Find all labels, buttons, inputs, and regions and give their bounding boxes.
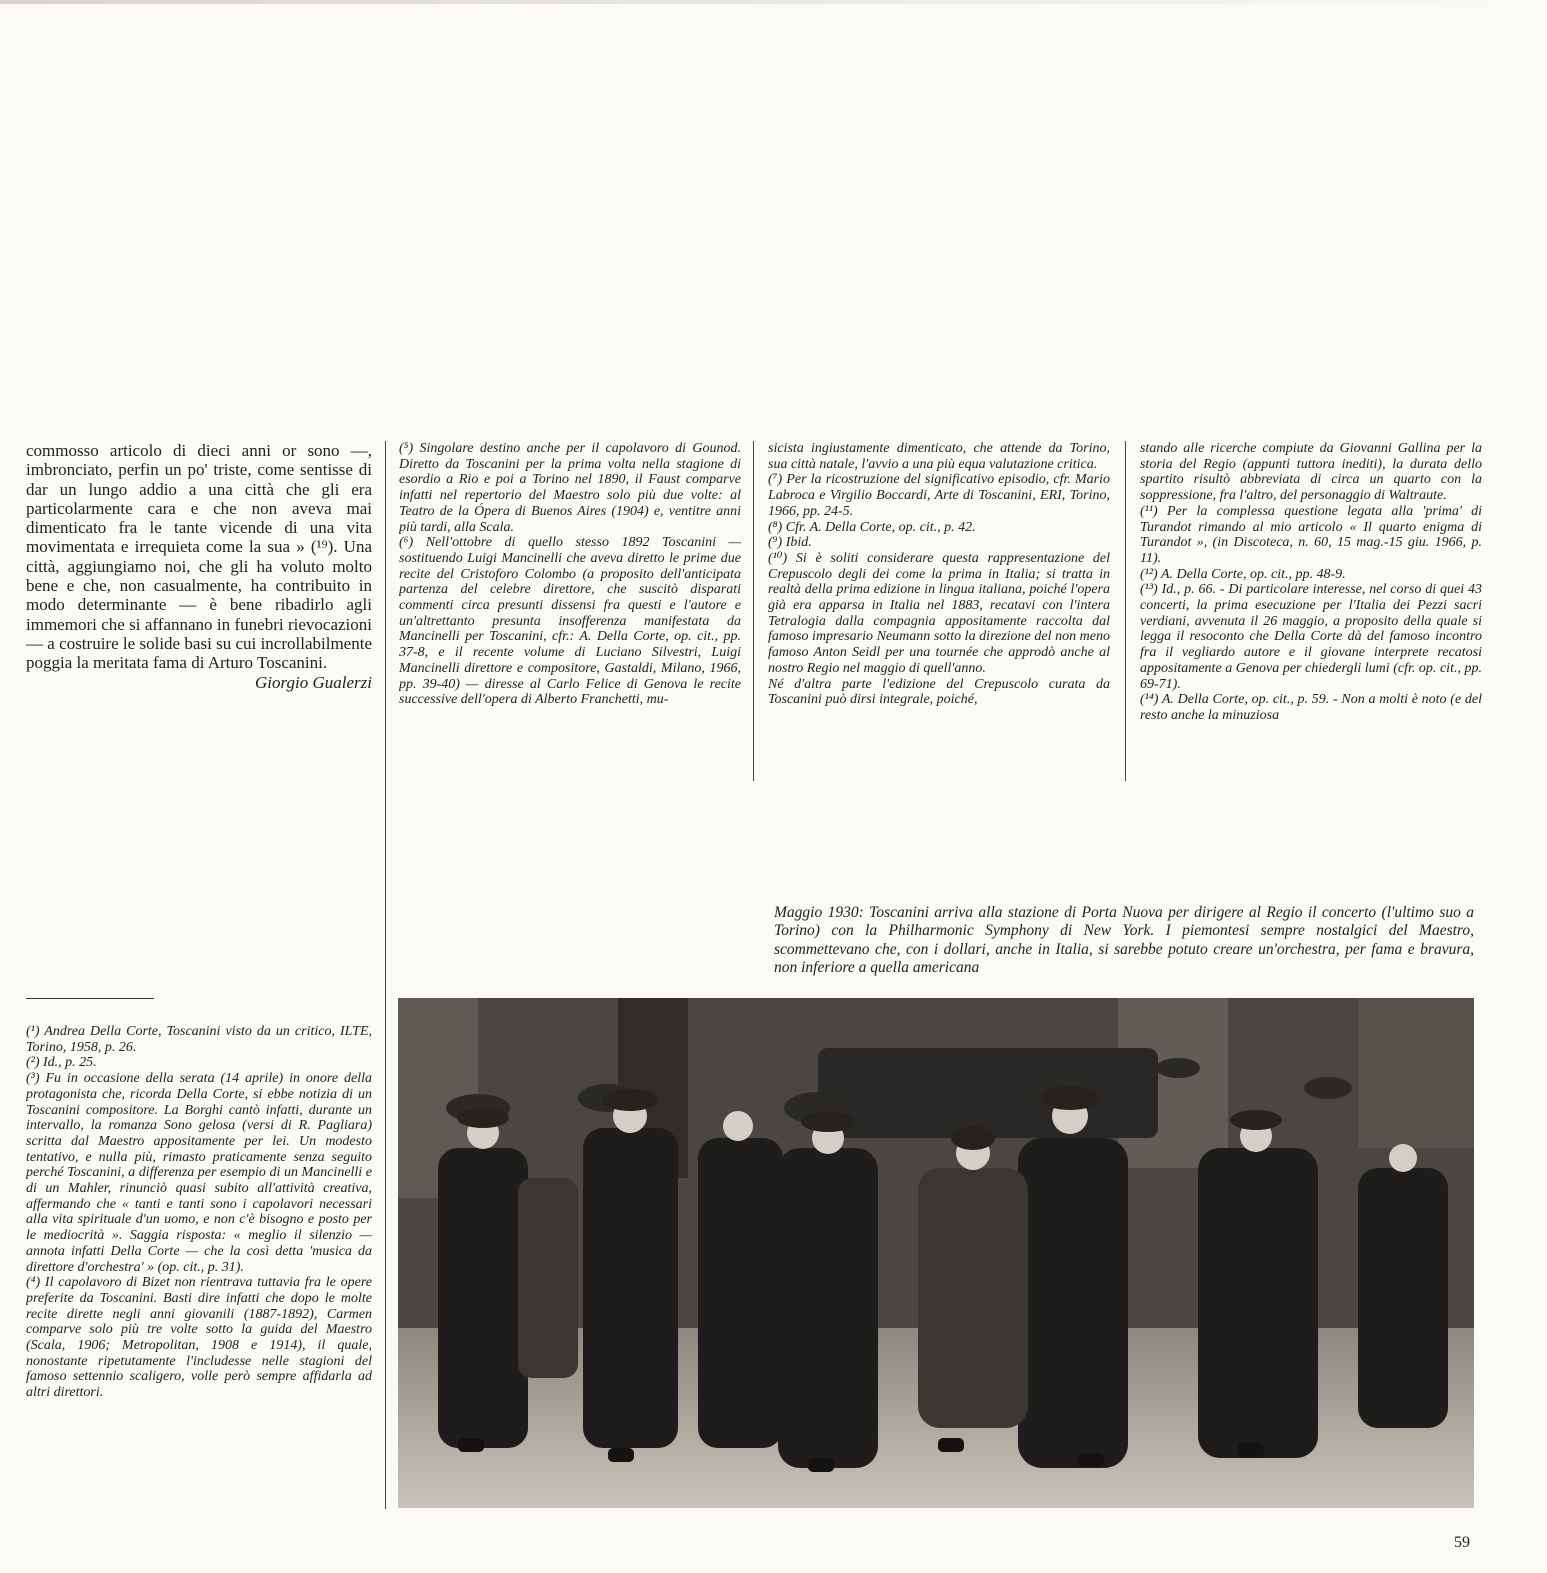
footnotes-column — [26, 1024, 372, 1514]
note-6: (⁶) Nell'ottobre di quello stesso 1892 Toscanini — sostituendo Luigi Mancinelli che aveva diretto le prime due recite del Cristoforo Colombo (a proposito dell'anticipata partenza del celebre direttore, che suscitò disparati commenti circa presunti dissensi fra questi e l'autore e un'altrettanto presunta insofferenza manifestata da Mancinelli per Toscanini, cfr.: A. Della Corte, op. cit., pp. 37-8, e il recente volume di Luciano Silvestri, Luigi Mancinelli direttore e compositore, Gastaldi, Milano, 1966, pp. 39-40) — diresse al Carlo Felice di Genova le recite successive dell'opera di Alberto Franchetti, mu- — [399, 535, 741, 708]
main-text-column — [26, 441, 372, 781]
note-11: (¹¹) Per la complessa questione legata alla 'prima' di Turandot rimando al mio articolo « Il quarto enigma di Turandot », (in Discoteca, n. 60, 15 mag.-15 giu. 1966, p. 11). — [1140, 503, 1482, 566]
footnote-3: (³) Fu in occasione della serata (14 aprile) in onore della protagonista che, ricorda Della Corte, si ebbe notizia di un Toscanini compositore. La Borghi cantò infatti, durante un intervallo, la romanza Sono gelosa (versi di R. Pagliara) scritta dal Maestro appositamente per lei. Un modesto tentativo, e nulla più, rimasto praticamente senza seguito perché Toscanini, a differenza per esempio di un Mancinelli e di un Mahler, rinunciò quasi subito all'attività creativa, affermando che « tanti e tanti sono i capolavori necessari alla vita spirituale d'un uomo, e non c'è bisogno e posto per le mediocrità ». Saggia risposta: « meglio il silenzio — annota infatti Della Corte — che la così detta 'musica da direttore d'orchestra' » (op. cit., p. 31). — [26, 1071, 372, 1275]
footnote-1: (¹) Andrea Della Corte, Toscanini visto da un critico, ILTE, Torino, 1958, p. 26. — [26, 1024, 372, 1055]
note-10: (¹⁰) Si è soliti considerare questa rappresentazione del Crepuscolo degli dei come la prima in Italia; si tratta in realtà della prima edizione in lingua italiana, poiché l'opera già era apparsa in Italia nel 1883, recatavi con l'intera Tetralogia dalla compagnia appositamente raccolta dal famoso impresario Neumann sotto la direzione del non meno famoso Anton Seidl per una tournée che approdò anche al nostro Regio nel maggio di quell'anno. — [768, 550, 1110, 676]
column-divider-left — [385, 441, 386, 1509]
notes-column-2 — [399, 441, 741, 781]
notes-column-4 — [1140, 441, 1482, 781]
footnote-2: (²) Id., p. 25. — [26, 1055, 97, 1071]
note-9: (⁹) Ibid. — [768, 535, 812, 551]
note-12: (¹²) A. Della Corte, op. cit., pp. 48-9. — [1140, 566, 1346, 582]
note-7: (⁷) Per la ricostruzione del significativo episodio, cfr. Mario Labroca e Virgilio Boccardi, Arte di Toscanini, ERI, Torino, 1966, pp. 24-5. — [768, 472, 1110, 519]
top-edge-shadow — [0, 0, 1547, 4]
page-number: 59 — [1454, 1534, 1470, 1551]
footnote-separator — [26, 998, 154, 999]
note-14: (¹⁴) A. Della Corte, op. cit., p. 59. - Non a molti è noto (e del resto anche la minuziosa — [1140, 692, 1482, 723]
note-5: (⁵) Singolare destino anche per il capolavoro di Gounod. Diretto da Toscanini per la prima volta nella stagione di esordio a Rio e poi a Torino nel 1890, il Faust comparve infatti nel repertorio del Maestro solo più due volte: al Teatro de la Ópera di Buenos Aires (1904) e, ventitre anni più tardi, alla Scala. — [399, 441, 741, 535]
photo-caption: Maggio 1930: Toscanini arriva alla stazione di Porta Nuova per dirigere al Regio il concerto (l'ultimo suo a Torino) con la Philharmonic Symphony di New York. I piemontesi sempre nostalgici del Maestro, scommettevano che, con i dollari, anche in Italia, si sarebbe potuto creare un'orchestra, per fama e bravura, non inferiore a quella americana — [774, 904, 1474, 976]
column-divider-b — [753, 441, 754, 781]
main-paragraph: commosso articolo di dieci anni or sono —, imbronciato, perfin un po' triste, come sentisse di dar un lungo addio a una città che gli era particolarmente cara e che non aveva mai dimenticato fra le tante vicende di una vita movimentata e irrequieta come la sua » (¹⁹). Una città, aggiungiamo noi, che gli ha voluto molto bene e che, non casualmente, ha contribuito in modo determinante — è bene ribadirlo agli immemori che si affannano in funebri rievocazioni — a costruire le solide basi su cui incrollabilmente poggia la meritata fama di Arturo Toscanini. — [26, 441, 372, 673]
historic-photo-crowd — [398, 998, 1474, 1508]
author-signature: Giorgio Gualerzi — [255, 672, 372, 692]
photo-illustration — [398, 998, 1474, 1508]
footnote-4: (⁴) Il capolavoro di Bizet non rientrava tuttavia fra le opere preferite da Toscanini. Basti dire infatti che dopo le molte recite dirette negli anni giovanili (1887-1892), Carmen comparve solo più tre volte sotto la guida del Maestro (Scala, 1906; Metropolitan, 1908 e 1914), il quale, nonostante ripetutamente l'includesse nelle stagioni del famoso settennio scaligero, volle però sempre affidarla ad altri direttori. — [26, 1275, 372, 1401]
note-10-end: stando alle ricerche compiute da Giovanni Gallina per la storia del Regio (appunti tuttora inediti), la durata dello spartito risultò abbreviata di circa un quarto con la soppressione, fra l'altro, del personaggio di Waltraute. — [1140, 441, 1482, 504]
notes-column-3 — [768, 441, 1110, 781]
note-6-continued: sicista ingiustamente dimenticato, che attende da Torino, sua città natale, l'avvio a una più equa valutazione critica. — [768, 441, 1110, 472]
note-8: (⁸) Cfr. A. Della Corte, op. cit., p. 42. — [768, 519, 976, 535]
note-13: (¹³) Id., p. 66. - Di particolare interesse, nel corso di quei 43 concerti, la prima esecuzione per l'Italia dei Pezzi sacri verdiani, avvenuta il 26 maggio, a proposito della quale si legga il resoconto che Della Corte dà del famoso incontro fra il vegliardo autore e il giovane interprete recatosi appositamente a Genova per chiedergli lumi (cfr. op. cit., pp. 69-71). — [1140, 582, 1482, 692]
column-divider-c — [1125, 441, 1126, 781]
note-10-continued: Né d'altra parte l'edizione del Crepuscolo curata da Toscanini può dirsi integrale, poiché, — [768, 676, 1110, 708]
